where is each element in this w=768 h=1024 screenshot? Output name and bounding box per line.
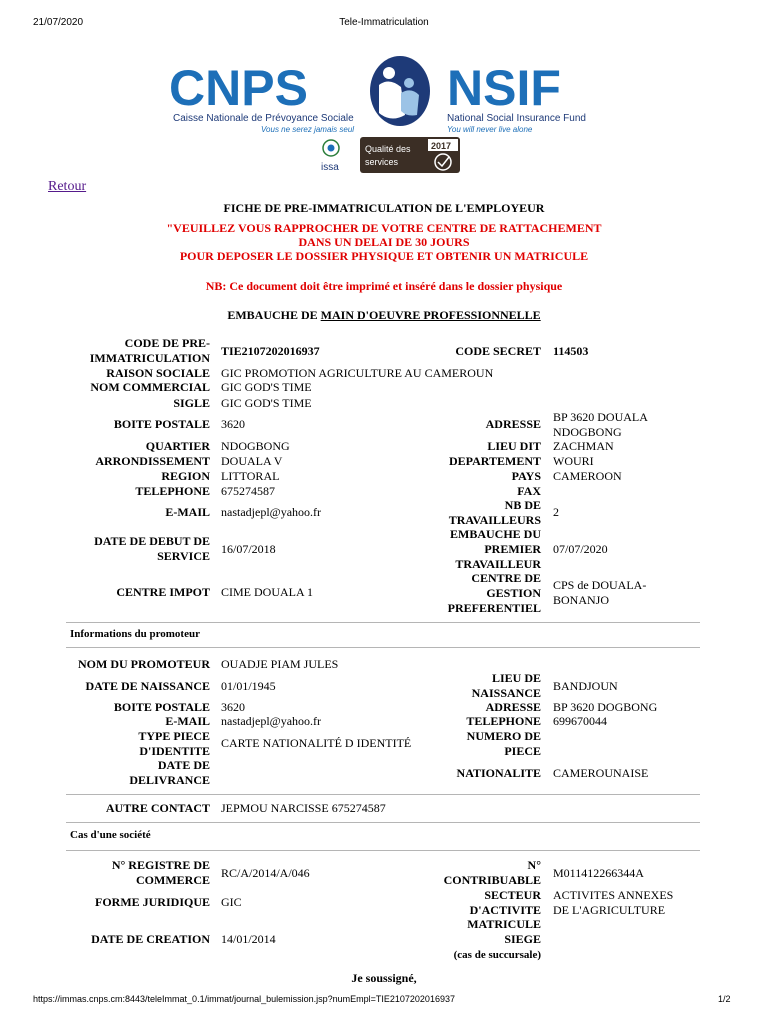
print-date: 21/07/2020 bbox=[33, 17, 84, 28]
date-creation-label: DATE DE CREATION bbox=[91, 932, 210, 946]
issa-label: issa bbox=[321, 162, 339, 173]
print-title: Tele-Immatriculation bbox=[339, 17, 429, 28]
registre-commerce-label: N° REGISTRE DE COMMERCE bbox=[111, 858, 210, 887]
nom-promoteur-value: OUADJE PIAM JULES bbox=[221, 657, 339, 671]
arrondissement-label: ARRONDISSEMENT bbox=[95, 454, 210, 468]
embauche-premier-label: EMBAUCHE DU PREMIER TRAVAILLEUR bbox=[449, 527, 541, 571]
code-secret-value: 114503 bbox=[553, 344, 589, 358]
adresse-label: ADRESSE bbox=[485, 417, 541, 431]
logo-left-name: Caisse Nationale de Prévoyance Sociale bbox=[173, 113, 354, 124]
centre-impot-value: CIME DOUALA 1 bbox=[221, 585, 313, 599]
logo-brand-left: CNPS bbox=[169, 60, 308, 116]
divider bbox=[66, 822, 700, 823]
promoteur-telephone-value: 699670044 bbox=[553, 714, 607, 728]
lieu-dit-label: LIEU DIT bbox=[487, 439, 541, 453]
svg-text:Qualité des: Qualité des bbox=[365, 144, 411, 154]
lieu-naissance-label: LIEU DE NAISSANCE bbox=[471, 671, 541, 700]
telephone-label: TELEPHONE bbox=[135, 484, 210, 498]
divider bbox=[66, 647, 700, 648]
boite-postale-value: 3620 bbox=[221, 417, 245, 431]
embauche-heading: EMBAUCHE DE MAIN D'OEUVRE PROFESSIONNELLE bbox=[227, 308, 541, 322]
quartier-value: NDOGBONG bbox=[221, 439, 290, 453]
nationalite-value: CAMEROUNAISE bbox=[553, 766, 649, 780]
date-naissance-value: 01/01/1945 bbox=[221, 679, 276, 693]
centre-gestion-value: CPS de DOUALA- BONANJO bbox=[553, 578, 647, 607]
date-naissance-label: DATE DE NAISSANCE bbox=[85, 679, 210, 693]
lieu-dit-value: ZACHMAN bbox=[553, 439, 614, 453]
boite-postale-label: BOITE POSTALE bbox=[113, 417, 210, 431]
nb-travailleurs-label: NB DE TRAVAILLEURS bbox=[448, 498, 541, 527]
quality-services-badge bbox=[360, 137, 460, 173]
centre-impot-label: CENTRE IMPOT bbox=[116, 585, 210, 599]
fax-label: FAX bbox=[517, 484, 541, 498]
matricule-siege-label: MATRICULE SIEGE (cas de succursale) bbox=[453, 917, 541, 961]
type-piece-label: TYPE PIECE D'IDENTITE bbox=[138, 729, 210, 758]
autre-contact-value: JEPMOU NARCISSE 675274587 bbox=[221, 801, 386, 815]
region-label: REGION bbox=[161, 469, 210, 483]
embauche-premier-value: 07/07/2020 bbox=[553, 542, 608, 556]
divider bbox=[66, 622, 700, 623]
forme-juridique-value: GIC bbox=[221, 895, 242, 909]
centre-gestion-label: CENTRE DE GESTION PREFERENTIEL bbox=[447, 571, 541, 615]
svg-text:services: services bbox=[365, 157, 399, 167]
code-pre-immat-label: CODE DE PRE- IMMATRICULATION bbox=[89, 336, 210, 365]
lieu-naissance-value: BANDJOUN bbox=[553, 679, 618, 693]
nb-notice: NB: Ce document doit être imprimé et inséré dans le dossier physique bbox=[205, 279, 563, 293]
type-piece-value: CARTE NATIONALITÉ D IDENTITÉ bbox=[221, 736, 412, 750]
divider bbox=[66, 850, 700, 851]
company-section-title: Cas d'une société bbox=[70, 829, 151, 841]
warning-line-2: DANS UN DELAI DE 30 JOURS bbox=[298, 235, 470, 249]
date-delivrance-label: DATE DE DELIVRANCE bbox=[129, 758, 210, 787]
region-value: LITTORAL bbox=[221, 469, 280, 483]
logo-right-name: National Social Insurance Fund bbox=[447, 113, 586, 124]
arrondissement-value: DOUALA V bbox=[221, 454, 283, 468]
sigle-value: GIC GOD'S TIME bbox=[221, 396, 312, 410]
nb-travailleurs-value: 2 bbox=[553, 505, 559, 519]
promoteur-email-label: E-MAIL bbox=[165, 714, 210, 728]
cnps-nsif-logo bbox=[165, 55, 605, 175]
telephone-value: 675274587 bbox=[221, 484, 275, 498]
numero-piece-label: NUMERO DE PIECE bbox=[466, 729, 541, 758]
raison-sociale-value: GIC PROMOTION AGRICULTURE AU CAMEROUN bbox=[221, 366, 494, 380]
registre-commerce-value: RC/A/2014/A/046 bbox=[221, 866, 310, 880]
secteur-activite-label: SECTEUR D'ACTIVITE bbox=[469, 888, 541, 917]
code-secret-label: CODE SECRET bbox=[455, 344, 541, 358]
quartier-label: QUARTIER bbox=[145, 439, 210, 453]
date-debut-service-label: DATE DE DEBUT DE SERVICE bbox=[94, 534, 210, 563]
email-label: E-MAIL bbox=[165, 505, 210, 519]
promoter-section-title: Informations du promoteur bbox=[70, 628, 200, 640]
departement-value: WOURI bbox=[553, 454, 594, 468]
forme-juridique-label: FORME JURIDIQUE bbox=[94, 895, 210, 909]
svg-text:2017: 2017 bbox=[431, 141, 452, 151]
secteur-activite-value: ACTIVITES ANNEXES DE L'AGRICULTURE bbox=[553, 888, 674, 917]
print-page-number: 1/2 bbox=[718, 994, 731, 1004]
adresse-value: BP 3620 DOUALA NDOGBONG bbox=[553, 410, 648, 439]
nom-commercial-value: GIC GOD'S TIME bbox=[221, 380, 312, 394]
back-link[interactable]: Retour bbox=[48, 179, 87, 194]
logo-right-tagline: You will never live alone bbox=[447, 125, 533, 134]
promoteur-boite-postale-label: BOITE POSTALE bbox=[113, 700, 210, 714]
nom-commercial-label: NOM COMMERCIAL bbox=[90, 380, 210, 394]
promoteur-email-value: nastadjepl@yahoo.fr bbox=[221, 714, 322, 728]
promoteur-adresse-label: ADRESSE bbox=[485, 700, 541, 714]
date-debut-service-value: 16/07/2018 bbox=[221, 542, 276, 556]
sigle-label: SIGLE bbox=[173, 396, 210, 410]
departement-label: DEPARTEMENT bbox=[448, 454, 541, 468]
contribuable-label: N° CONTRIBUABLE bbox=[443, 858, 541, 887]
family-emblem-icon bbox=[370, 56, 430, 126]
logo-brand-right: NSIF bbox=[447, 60, 561, 116]
issa-emblem-icon bbox=[323, 140, 339, 156]
nationalite-label: NATIONALITE bbox=[456, 766, 541, 780]
je-soussigne-text: Je soussigné, bbox=[351, 971, 417, 985]
promoteur-telephone-label: TELEPHONE bbox=[466, 714, 541, 728]
code-pre-immat-value: TIE2107202016937 bbox=[221, 344, 320, 358]
warning-line-1: "VEUILLEZ VOUS RAPPROCHER DE VOTRE CENTRE DE RATTACHEMENT bbox=[166, 221, 602, 235]
divider bbox=[66, 794, 700, 795]
raison-sociale-label: RAISON SOCIALE bbox=[106, 366, 210, 380]
promoteur-boite-postale-value: 3620 bbox=[221, 700, 245, 714]
form-title: FICHE DE PRE-IMMATRICULATION DE L'EMPLOYEUR bbox=[223, 201, 545, 215]
nom-promoteur-label: NOM DU PROMOTEUR bbox=[78, 657, 210, 671]
promoteur-adresse-value: BP 3620 DOGBONG bbox=[553, 700, 658, 714]
pays-label: PAYS bbox=[511, 469, 541, 483]
print-url: https://immas.cnps.cm:8443/teleImmat_0.1/immat/journal_bulemission.jsp?numEmpl=TIE2107202016937 bbox=[33, 994, 455, 1004]
email-value: nastadjepl@yahoo.fr bbox=[221, 505, 322, 519]
date-creation-value: 14/01/2014 bbox=[221, 932, 276, 946]
warning-line-3: POUR DEPOSER LE DOSSIER PHYSIQUE ET OBTENIR UN MATRICULE bbox=[179, 249, 589, 263]
autre-contact-label: AUTRE CONTACT bbox=[105, 801, 210, 815]
pays-value: CAMEROON bbox=[553, 469, 622, 483]
logo-left-tagline: Vous ne serez jamais seul bbox=[261, 125, 355, 134]
contribuable-value: M011412266344A bbox=[553, 866, 644, 880]
